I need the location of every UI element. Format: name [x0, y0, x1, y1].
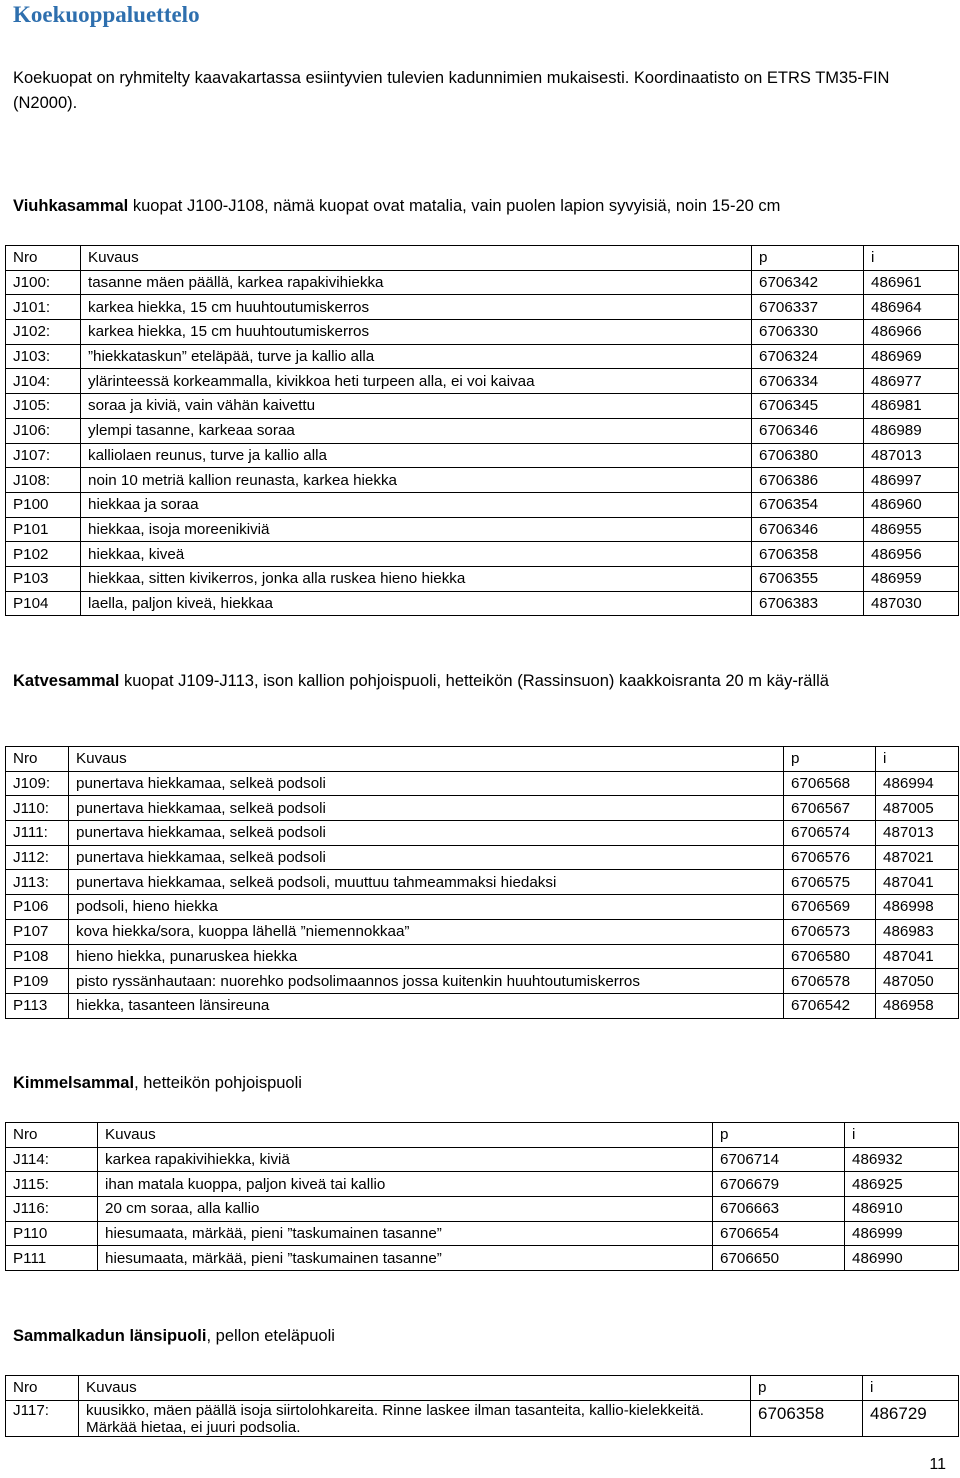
pit-id: P111	[6, 1246, 98, 1271]
coord-i: 486983	[876, 919, 959, 944]
description: hiesumaata, märkää, pieni ”taskumainen tasanne”	[98, 1221, 713, 1246]
table-header-row	[6, 1123, 959, 1148]
coord-p: 6706567	[784, 796, 876, 821]
pit-id: J106:	[6, 418, 81, 443]
coord-i: 486969	[864, 344, 959, 369]
pit-id: J103:	[6, 344, 81, 369]
table-row	[6, 944, 959, 969]
coord-i: 486959	[864, 566, 959, 591]
coord-i: 486997	[864, 468, 959, 493]
coord-p: 6706573	[784, 919, 876, 944]
table-row	[6, 821, 959, 846]
table-row	[6, 443, 959, 468]
coord-i: 486994	[876, 771, 959, 796]
page-number: 11	[929, 1456, 946, 1473]
description: 20 cm soraa, alla kallio	[98, 1197, 713, 1222]
description: hiekkaa, kiveä	[81, 542, 752, 567]
page-title: Koekuoppaluettelo	[13, 2, 200, 27]
coord-i: 487021	[876, 845, 959, 870]
pit-id: J100:	[6, 270, 81, 295]
pit-id: P102	[6, 542, 81, 567]
table-row	[6, 1221, 959, 1246]
pit-id: J110:	[6, 796, 69, 821]
pit-id: J111:	[6, 821, 69, 846]
section-heading-katvesammal	[13, 669, 943, 694]
table-row	[6, 870, 959, 895]
table-row	[6, 1197, 959, 1222]
table-row	[6, 969, 959, 994]
header-i: i	[845, 1123, 959, 1148]
table-row	[6, 566, 959, 591]
section-description: , hetteikön pohjoispuoli	[134, 1074, 302, 1092]
pit-id: J116:	[6, 1197, 98, 1222]
table-row	[6, 771, 959, 796]
table-row	[6, 845, 959, 870]
coord-i: 487041	[876, 870, 959, 895]
coord-p: 6706358	[751, 1400, 863, 1436]
coord-i: 486977	[864, 369, 959, 394]
pit-id: J105:	[6, 394, 81, 419]
coord-p: 6706578	[784, 969, 876, 994]
table-row	[6, 270, 959, 295]
coord-p: 6706654	[713, 1221, 845, 1246]
pit-id: J112:	[6, 845, 69, 870]
coord-p: 6706574	[784, 821, 876, 846]
header-kuvaus: Kuvaus	[81, 246, 752, 271]
description: hiekkaa, isoja moreenikiviä	[81, 517, 752, 542]
section-heading-sammalkatu	[13, 1324, 943, 1349]
table-row	[6, 344, 959, 369]
coord-i: 486910	[845, 1197, 959, 1222]
coord-i: 486966	[864, 320, 959, 345]
pit-table-katvesammal	[5, 746, 959, 1019]
section-heading-viuhkasammal	[13, 194, 943, 219]
coord-p: 6706330	[752, 320, 864, 345]
coord-p: 6706346	[752, 418, 864, 443]
pit-id: P110	[6, 1221, 98, 1246]
description: tasanne mäen päällä, karkea rapakivihiekka	[81, 270, 752, 295]
coord-p: 6706354	[752, 492, 864, 517]
coord-p: 6706358	[752, 542, 864, 567]
description: punertava hiekkamaa, selkeä podsoli	[69, 821, 784, 846]
header-kuvaus: Kuvaus	[69, 747, 784, 772]
coord-i: 486999	[845, 1221, 959, 1246]
coord-p: 6706580	[784, 944, 876, 969]
table-row	[6, 1246, 959, 1271]
table-header-row	[6, 246, 959, 271]
section-description: kuopat J109-J113, ison kallion pohjoispuoli, hetteikön (Rassinsuon) kaakkoisranta 20 m käy-rällä	[119, 672, 829, 690]
description: ylärinteessä korkeammalla, kivikkoa heti turpeen alla, ei voi kaivaa	[81, 369, 752, 394]
section-name: Kimmelsammal	[13, 1074, 135, 1092]
description: ”hiekkataskun” eteläpää, turve ja kallio alla	[81, 344, 752, 369]
coord-p: 6706714	[713, 1147, 845, 1172]
coord-i: 486961	[864, 270, 959, 295]
coord-i: 486960	[864, 492, 959, 517]
coord-p: 6706383	[752, 591, 864, 616]
section-name: Sammalkadun länsipuoli	[13, 1327, 207, 1345]
coord-i: 486932	[845, 1147, 959, 1172]
coord-i: 486989	[864, 418, 959, 443]
coord-i: 486990	[845, 1246, 959, 1271]
pit-table-kimmelsammal	[5, 1122, 959, 1271]
pit-id: P106	[6, 895, 69, 920]
description: punertava hiekkamaa, selkeä podsoli	[69, 796, 784, 821]
coord-p: 6706334	[752, 369, 864, 394]
pit-id: P103	[6, 566, 81, 591]
description: kuusikko, mäen päällä isoja siirtolohkareita. Rinne laskee ilman tasanteita, kallio-kielekkeitä. Märkää hietaa, ei juuri podsolia.	[79, 1400, 751, 1436]
coord-p: 6706386	[752, 468, 864, 493]
header-p: p	[784, 747, 876, 772]
coord-p: 6706342	[752, 270, 864, 295]
table-row	[6, 796, 959, 821]
header-i: i	[876, 747, 959, 772]
header-kuvaus: Kuvaus	[98, 1123, 713, 1148]
description: podsoli, hieno hiekka	[69, 895, 784, 920]
header-nro: Nro	[6, 1376, 79, 1401]
pit-id: P108	[6, 944, 69, 969]
table-row	[6, 295, 959, 320]
table-header-row	[6, 747, 959, 772]
pit-id: J115:	[6, 1172, 98, 1197]
table-row	[6, 591, 959, 616]
pit-table-sammalkatu	[5, 1375, 959, 1437]
coord-p: 6706576	[784, 845, 876, 870]
pit-id: J113:	[6, 870, 69, 895]
description: hiekka, tasanteen länsireuna	[69, 993, 784, 1018]
description: punertava hiekkamaa, selkeä podsoli	[69, 771, 784, 796]
coord-i: 487013	[864, 443, 959, 468]
description: karkea rapakivihiekka, kiviä	[98, 1147, 713, 1172]
intro-paragraph: Koekuopat on ryhmitelty kaavakartassa esiintyvien tulevien kadunnimien mukaisesti. Koordinaatisto on ETRS TM35-FIN (N2000).	[13, 69, 890, 112]
pit-id: J107:	[6, 443, 81, 468]
coord-i: 487030	[864, 591, 959, 616]
coord-p: 6706650	[713, 1246, 845, 1271]
pit-id: P113	[6, 993, 69, 1018]
description: kalliolaen reunus, turve ja kallio alla	[81, 443, 752, 468]
header-p: p	[713, 1123, 845, 1148]
header-p: p	[752, 246, 864, 271]
coord-p: 6706355	[752, 566, 864, 591]
pit-id: J117:	[6, 1400, 79, 1436]
table-row	[6, 1400, 959, 1436]
header-nro: Nro	[6, 246, 81, 271]
pit-id: J104:	[6, 369, 81, 394]
coord-p: 6706337	[752, 295, 864, 320]
header-i: i	[864, 246, 959, 271]
coord-p: 6706380	[752, 443, 864, 468]
description: soraa ja kiviä, vain vähän kaivettu	[81, 394, 752, 419]
coord-i: 487005	[876, 796, 959, 821]
section-name: Katvesammal	[13, 672, 120, 690]
description: noin 10 metriä kallion reunasta, karkea hiekka	[81, 468, 752, 493]
table-row	[6, 468, 959, 493]
description: kova hiekka/sora, kuoppa lähellä ”niemennokkaa”	[69, 919, 784, 944]
coord-i: 486925	[845, 1172, 959, 1197]
table-header-row	[6, 1376, 959, 1401]
coord-i: 487041	[876, 944, 959, 969]
coord-i: 486955	[864, 517, 959, 542]
table-row	[6, 369, 959, 394]
table-row	[6, 542, 959, 567]
coord-p: 6706324	[752, 344, 864, 369]
coord-i: 486981	[864, 394, 959, 419]
coord-p: 6706346	[752, 517, 864, 542]
description: punertava hiekkamaa, selkeä podsoli	[69, 845, 784, 870]
table-row	[6, 394, 959, 419]
pit-id: P101	[6, 517, 81, 542]
table-row	[6, 919, 959, 944]
description: karkea hiekka, 15 cm huuhtoutumiskerros	[81, 295, 752, 320]
description: punertava hiekkamaa, selkeä podsoli, muuttuu tahmeammaksi hiedaksi	[69, 870, 784, 895]
section-description: kuopat J100-J108, nämä kuopat ovat matalia, vain puolen lapion syvyisiä, noin 15-20 cm	[128, 197, 781, 215]
pit-table-viuhkasammal	[5, 245, 959, 616]
coord-i: 487050	[876, 969, 959, 994]
pit-id: J101:	[6, 295, 81, 320]
description: ylempi tasanne, karkeaa soraa	[81, 418, 752, 443]
table-row	[6, 492, 959, 517]
pit-id: J108:	[6, 468, 81, 493]
description: laella, paljon kiveä, hiekkaa	[81, 591, 752, 616]
coord-p: 6706569	[784, 895, 876, 920]
description: karkea hiekka, 15 cm huuhtoutumiskerros	[81, 320, 752, 345]
coord-i: 487013	[876, 821, 959, 846]
coord-p: 6706568	[784, 771, 876, 796]
table-row	[6, 517, 959, 542]
header-p: p	[751, 1376, 863, 1401]
coord-i: 486729	[863, 1400, 959, 1436]
pit-id: P104	[6, 591, 81, 616]
pit-id: J109:	[6, 771, 69, 796]
table-row	[6, 1147, 959, 1172]
table-row	[6, 993, 959, 1018]
table-row	[6, 418, 959, 443]
pit-id: P100	[6, 492, 81, 517]
description: pisto ryssänhautaan: nuorehko podsolimaannos jossa kuitenkin huuhtoutumiskerros	[69, 969, 784, 994]
coord-p: 6706679	[713, 1172, 845, 1197]
pit-id: J114:	[6, 1147, 98, 1172]
description: hieno hiekka, punaruskea hiekka	[69, 944, 784, 969]
table-row	[6, 895, 959, 920]
section-description: , pellon eteläpuoli	[206, 1327, 335, 1345]
pit-id: P107	[6, 919, 69, 944]
coord-p: 6706542	[784, 993, 876, 1018]
coord-i: 486958	[876, 993, 959, 1018]
coord-p: 6706345	[752, 394, 864, 419]
section-name: Viuhkasammal	[13, 197, 129, 215]
coord-i: 486956	[864, 542, 959, 567]
header-i: i	[863, 1376, 959, 1401]
coord-i: 486964	[864, 295, 959, 320]
header-nro: Nro	[6, 1123, 98, 1148]
header-kuvaus: Kuvaus	[79, 1376, 751, 1401]
description: hiekkaa ja soraa	[81, 492, 752, 517]
pit-id: J102:	[6, 320, 81, 345]
table-row	[6, 320, 959, 345]
header-nro: Nro	[6, 747, 69, 772]
coord-i: 486998	[876, 895, 959, 920]
description: ihan matala kuoppa, paljon kiveä tai kallio	[98, 1172, 713, 1197]
description: hiekkaa, sitten kivikerros, jonka alla ruskea hieno hiekka	[81, 566, 752, 591]
description: hiesumaata, märkää, pieni ”taskumainen tasanne”	[98, 1246, 713, 1271]
section-heading-kimmelsammal	[13, 1071, 943, 1096]
pit-id: P109	[6, 969, 69, 994]
table-row	[6, 1172, 959, 1197]
coord-p: 6706663	[713, 1197, 845, 1222]
coord-p: 6706575	[784, 870, 876, 895]
